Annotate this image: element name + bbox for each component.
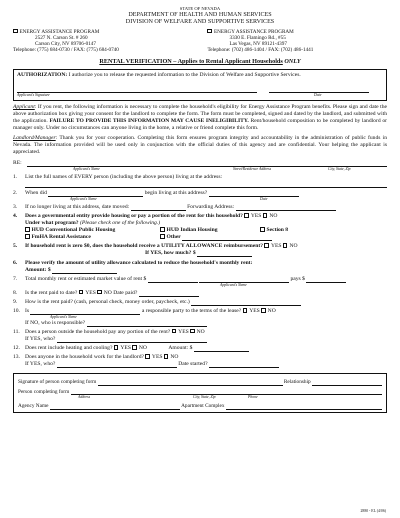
q13-no-checkbox[interactable] <box>164 354 169 359</box>
question-3: 3. If no longer living at this address, date moved: Forwarding Address: <box>13 204 387 211</box>
q8-yes-checkbox[interactable] <box>79 290 84 295</box>
heating-amount-field[interactable] <box>194 346 249 352</box>
monthly-rent-field[interactable] <box>148 277 198 283</box>
forwarding-address-field[interactable] <box>236 205 336 211</box>
q13-yes-checkbox[interactable] <box>145 354 150 359</box>
q12-yes-checkbox[interactable] <box>114 345 119 350</box>
form-number: 2880 - EL (4/06) <box>360 509 386 514</box>
pays-amount-field[interactable] <box>306 277 346 283</box>
form-title: RENTAL VERIFICATION – Applies to Rental Applicant Households ONLY <box>99 57 301 65</box>
state-header: STATE OF NEVADA <box>179 6 221 11</box>
question-10: 10. Is a responsible party to the terms of the lease? YES NO Applicant's Name If NO, who is responsible? <box>13 308 276 326</box>
apartment-complex-field[interactable] <box>226 404 382 410</box>
q10-yes-checkbox[interactable] <box>243 308 248 313</box>
office-las-vegas: ENERGY ASSISTANCE PROGRAM 3330 E. Flamingo Rd., #55 Las Vegas, NV 89121-4397 Telephone: (702) 486-1404 / FAX: (702) 486-1441 <box>207 28 314 53</box>
question-13: 13. Does anyone in the household work for the landlord? YES NO If YES, who? Date started? <box>13 354 387 368</box>
department-header: DEPARTMENT OF HEALTH AND HUMAN SERVICES <box>128 11 272 18</box>
rental-verification-form: STATE OF NEVADA DEPARTMENT OF HEALTH AND HUMAN SERVICES DIVISION OF WELFARE AND SUPPORTIVE SERVICES ENERGY ASSISTANCE PROGRAM 2527 N. Carson St. # 260 Carson City, NV 89706-0147 Telephone: (775) 684-0730 / FAX: (775) 684-0740 ENERGY ASSISTANCE PROGRAM 3330 E. Flamingo Rd., #55 Las Vegas, NV 89121-4397 Telephone: (702) 486-1404 / FAX: (702) 486-1441 RENTAL VERIFICATION – Applies to Rental Applicant Households ONLY AUTHORIZATION: I authorize you to release the requested information to the Division of Welfare and Supportive Services. Applicant's Signature Date Applicant: If you rent, the following information is necessary to complete the household's eligibility for Energy Assistance Program benefits. Please sign and date the above authorization box giving your consent for the landlord to complete the form. The form must be completed, signed and dated by the landlord, and submitted with the application. FAILURE TO PROVIDE THIS INFORMATION MAY CAUSE INELIGIBILITY. Rent/household composition to be completed by landlord or manager only. Under no circumstances can anyone living in the home, a relative or friend complete this form. Landlord/Manager: Thank you for your cooperation. Completing this form ensures program integrity and accountability in the administration of public funds in Nevada. The information provided will be used only in conjunction with the official duties of this agency and are confidential. Your helping the applicant is appreciated. RE: Applicant's Name Street/Residence Address City, State, Zip 1. List the full names of EVERY person (including the above person) living at the address: 2. When did begin living at this address? Applicant's Name Date 3. If no longer living at this address, date moved: Forwarding Address: 4. Does a governmental entity provide housing or pay a portion of the rent for this household? YES NO Under what program? (Please check one of the following.) HUD Conventional Public Housing HUD Indian Housing Section 8 FmHA Rental Assistance Other 5. If household rent is zero $0, does the household receive a UTILITY ALLOWANCE reimbursement? YES NO If YES, how much? $ 6. Please verify the amount of utility allowance calculated to reduce the household's monthly rent: Amount: $ 7. Total monthly rent or estimated market value of rent $ pays $ Applicant's Name 8. Is the rent paid to date? YES NO Date paid? 9. How is the rent paid? (cash, personal check, money order, paycheck, etc.) 10. Is a responsible party to the terms of the lease? YES NO Applicant's Name If NO, who is responsible? 11. Does a person outside the household pay any portion of the rent? YES NO If YES, who? 12. Does rent include heating and cooling? YES NO Amount: $ 13. Does anyone in the household work for the landlord? YES NO If YES, who? Date started? Signature of person completing form Relationship Person completing form Address City, State, Zip Phone Agency Name Apartment Complex 2880 - EL (4/06) <box>13 6 388 514</box>
other-checkbox[interactable] <box>160 234 165 239</box>
authorization-box: AUTHORIZATION: I authorize you to release the requested information to the Division of Welfare and Supportive Services. Applicant's Signature Date <box>13 69 387 102</box>
utility-amount-field[interactable] <box>52 268 117 274</box>
relationship-field[interactable] <box>312 380 382 386</box>
question-11: 11. Does a person outside the household pay any portion of the rent? YES NO If YES, who? <box>13 329 387 343</box>
question-9: 9. How is the rent paid? (cash, personal check, money order, paycheck, etc.) <box>13 299 387 306</box>
payment-method-field[interactable] <box>191 300 301 306</box>
q5-yes-checkbox[interactable] <box>264 243 269 248</box>
completer-signature-field[interactable] <box>98 380 283 386</box>
q10-no-checkbox[interactable] <box>261 308 266 313</box>
utility-allowance-field[interactable] <box>197 251 252 257</box>
agency-name-field[interactable] <box>50 404 180 410</box>
question-7: 7. Total monthly rent or estimated market value of rent $ pays $ Applicant's Name <box>13 276 387 288</box>
question-8: 8. Is the rent paid to date? YES NO Date paid? <box>13 290 387 297</box>
office-carson-city: ENERGY ASSISTANCE PROGRAM 2527 N. Carson St. # 260 Carson City, NV 89706-0147 Telephone: (775) 684-0730 / FAX: (775) 684-0740 <box>13 28 119 53</box>
applicant-instructions: Applicant: If you rent, the following information is necessary to complete the household's eligibility for Energy Assistance Program benefits. Please sign and date the above authorization box giving your consent for the landlord to complete the form. The form must be completed, signed and dated by the landlord, and submitted with the application. FAILURE TO PROVIDE THIS INFORMATION MAY CAUSE INELIGIBILITY. Rent/household composition to be completed by landlord or manager only. Under no circumstances can anyone living in the home, a relative or friend complete this form. <box>13 104 388 132</box>
employee-name-field[interactable] <box>57 362 177 368</box>
division-header: DIVISION OF WELFARE AND SUPPORTIVE SERVICES <box>125 19 275 26</box>
question-5: 5. If household rent is zero $0, does the household receive a UTILITY ALLOWANCE reimbursement? YES NO If YES, how much? $ <box>13 243 298 257</box>
q11-no-checkbox[interactable] <box>190 329 195 334</box>
question-1: 1. List the full names of EVERY person (including the above person) living at the address: <box>13 174 387 188</box>
re-line: RE: <box>13 160 387 167</box>
office-addresses <box>13 29 387 54</box>
section-8-checkbox[interactable] <box>260 227 265 232</box>
hud-conventional-checkbox[interactable] <box>25 227 30 232</box>
outside-payer-field[interactable] <box>57 337 207 343</box>
landlord-instructions: Landlord/Manager: Thank you for your cooperation. Completing this form ensures program integrity and accountability in the administration of public funds in Nevada. The information provided will be used only in conjunction with the official duties of this agency and are confidential. Your helping the applicant is appreciated. <box>13 135 387 156</box>
question-12: 12. Does rent include heating and cooling? YES NO Amount: $ <box>13 345 387 352</box>
office-carson-checkbox[interactable] <box>13 29 18 34</box>
date-paid-field[interactable] <box>139 291 199 297</box>
q11-yes-checkbox[interactable] <box>172 329 177 334</box>
date-started-field[interactable] <box>209 362 279 368</box>
question-4: 4. Does a governmental entity provide housing or pay a portion of the rent for this household? YES NO Under what program? (Please check one of the following.) HUD Conventional Public Housing HUD Indian Housing Section 8 FmHA Rental Assistance Other <box>13 213 289 241</box>
hud-indian-checkbox[interactable] <box>160 227 165 232</box>
q4-yes-checkbox[interactable] <box>244 213 249 218</box>
household-members-field[interactable] <box>25 181 387 188</box>
q8-no-checkbox[interactable] <box>97 290 102 295</box>
date-moved-field[interactable] <box>131 205 186 211</box>
q10-name-field[interactable] <box>30 309 140 315</box>
q4-no-checkbox[interactable] <box>263 213 268 218</box>
office-vegas-checkbox[interactable] <box>207 29 212 34</box>
responsible-party-field[interactable] <box>87 321 207 327</box>
fmha-checkbox[interactable] <box>25 234 30 239</box>
completer-info-box: Signature of person completing form Relationship Person completing form Address City, State, Zip Phone Agency Name Apartment Complex <box>13 373 387 413</box>
question-2: 2. When did begin living at this address? Applicant's Name Date <box>13 190 387 202</box>
q5-no-checkbox[interactable] <box>283 243 288 248</box>
question-6: 6. Please verify the amount of utility allowance calculated to reduce the household's monthly rent: Amount: $ <box>13 259 253 273</box>
q12-no-checkbox[interactable] <box>132 345 137 350</box>
other-program-field[interactable] <box>182 235 272 241</box>
